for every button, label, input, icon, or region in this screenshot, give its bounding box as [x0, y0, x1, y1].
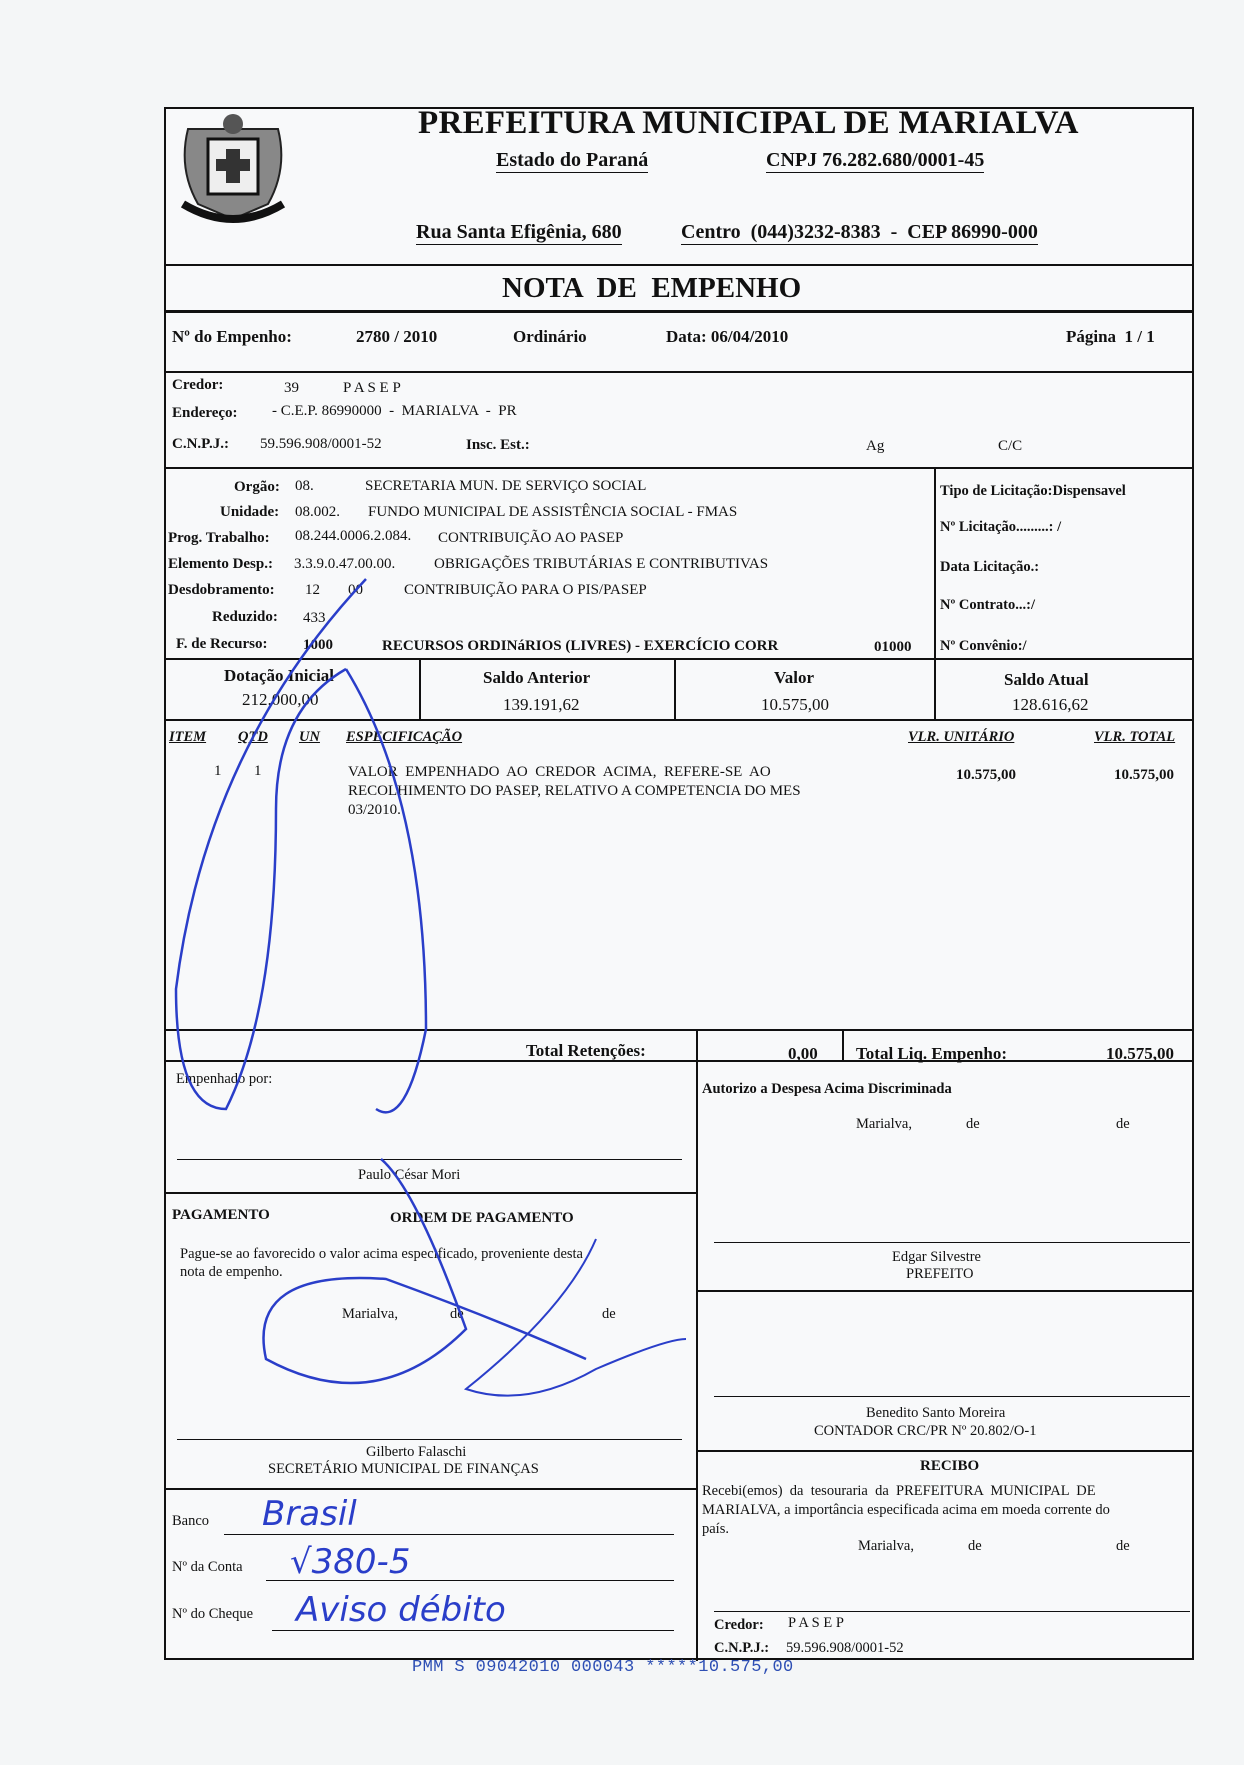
ordem-pagamento-label: ORDEM DE PAGAMENTO — [390, 1210, 574, 1226]
address-label: Endereço: — [172, 405, 238, 421]
autorizo-de2: de — [1116, 1116, 1130, 1132]
total-retencoes-value: 0,00 — [788, 1044, 818, 1063]
banco-label: Banco — [172, 1513, 210, 1529]
page-number: Página 1 / 1 — [1066, 327, 1155, 346]
orgao-code: 08. — [295, 478, 314, 494]
numero-convenio: Nº Convênio:/ — [940, 638, 1027, 654]
col-item: ITEM — [169, 729, 207, 745]
credor-name: P A S E P — [343, 380, 401, 396]
empenho-number: 2780 / 2010 — [356, 327, 438, 346]
numero-licitacao: Nº Licitação.........: / — [940, 519, 1062, 535]
saldo-anterior-label: Saldo Anterior — [483, 668, 591, 687]
row-qtd: 1 — [254, 763, 262, 779]
recibo-de2: de — [1116, 1538, 1130, 1554]
recibo-cnpj: 59.596.908/0001-52 — [786, 1640, 904, 1656]
document-title: NOTA DE EMPENHO — [502, 272, 802, 304]
desdobramento-label: Desdobramento: — [168, 582, 275, 598]
nota-de-empenho-form — [164, 107, 1194, 1660]
secretario-role: SECRETÁRIO MUNICIPAL DE FINANÇAS — [268, 1461, 539, 1477]
municipality-address: Rua Santa Efigênia, 680 — [416, 221, 622, 243]
credor-cnpj: 59.596.908/0001-52 — [260, 436, 382, 452]
recibo-line2: MARIALVA, a importância especificada acima em moeda corrente do — [702, 1502, 1110, 1518]
credor-label: Credor: — [172, 377, 224, 393]
pagamento-de2: de — [602, 1306, 616, 1322]
recibo-credor-label: Credor: — [714, 1617, 764, 1633]
banco-handwritten: Brasil — [262, 1494, 357, 1534]
valor-value: 10.575,00 — [761, 695, 829, 714]
prog-trabalho-label: Prog. Trabalho: — [168, 530, 270, 546]
prefeito-name: Edgar Silvestre — [892, 1249, 981, 1265]
recurso-code2: 01000 — [874, 639, 912, 655]
empenho-type: Ordinário — [513, 327, 587, 346]
empenho-number-label: Nº do Empenho: — [172, 327, 292, 346]
total-liquido-value: 10.575,00 — [1106, 1044, 1174, 1063]
row-item: 1 — [214, 763, 222, 779]
desdobramento-code2: 00 — [348, 582, 363, 598]
row-spec-line3: 03/2010. — [348, 802, 401, 818]
tipo-licitacao: Tipo de Licitação:Dispensavel — [940, 483, 1126, 499]
elemento-label: Elemento Desp.: — [168, 556, 273, 572]
orgao-label: Orgão: — [234, 479, 280, 495]
autorizo-city: Marialva, — [856, 1116, 912, 1132]
credor-address: - C.E.P. 86990000 - MARIALVA - PR — [272, 403, 517, 419]
payment-stamp: PMM S 09042010 000043 *****10.575,00 — [412, 1658, 794, 1677]
orgao-desc: SECRETARIA MUN. DE SERVIÇO SOCIAL — [365, 478, 647, 494]
reduzido-label: Reduzido: — [212, 609, 278, 625]
contador-role: CONTADOR CRC/PR Nº 20.802/O-1 — [814, 1423, 1037, 1439]
total-retencoes-label: Total Retenções: — [526, 1041, 646, 1060]
data-licitacao: Data Licitação.: — [940, 559, 1040, 575]
autorizo-text: Autorizo a Despesa Acima Discriminada — [702, 1081, 952, 1097]
col-vlr-total: VLR. TOTAL — [1094, 729, 1176, 745]
col-especificacao: ESPECIFICAÇÃO — [346, 729, 463, 745]
unidade-label: Unidade: — [220, 504, 280, 520]
credor-code: 39 — [284, 380, 299, 396]
pagamento-text1: Pague-se ao favorecido o valor acima especificado, proveniente desta — [180, 1246, 583, 1262]
total-liquido-label: Total Liq. Empenho: — [856, 1044, 1007, 1063]
reduzido-code: 433 — [303, 610, 326, 626]
elemento-desc: OBRIGAÇÕES TRIBUTÁRIAS E CONTRIBUTIVAS — [434, 556, 769, 572]
conta-label: Nº da Conta — [172, 1559, 243, 1575]
dotacao-inicial-value: 212.000,00 — [242, 690, 319, 709]
prog-trabalho-desc: CONTRIBUIÇÃO AO PASEP — [438, 530, 624, 546]
municipality-contact: Centro (044)3232-8383 - CEP 86990-000 — [681, 221, 1038, 243]
contador-name: Benedito Santo Moreira — [866, 1405, 1006, 1421]
recibo-city: Marialva, — [858, 1538, 914, 1554]
pen-signature-strokes — [166, 109, 1192, 1658]
saldo-atual-label: Saldo Atual — [1004, 670, 1089, 689]
recurso-code: 1000 — [303, 637, 333, 653]
pagamento-text2: nota de empenho. — [180, 1264, 283, 1280]
row-spec-line1: VALOR EMPENHADO AO CREDOR ACIMA, REFERE-SE AO — [348, 764, 771, 780]
col-un: UN — [299, 729, 320, 745]
desdobramento-code: 12 — [305, 582, 320, 598]
recibo-title: RECIBO — [920, 1458, 980, 1474]
desdobramento-desc: CONTRIBUIÇÃO PARA O PIS/PASEP — [404, 582, 647, 598]
state-name: Estado do Paraná — [496, 149, 649, 171]
cheque-handwritten: Aviso débito — [296, 1590, 506, 1630]
conta-handwritten: √380-5 — [290, 1542, 411, 1582]
recurso-desc: RECURSOS ORDINáRIOS (LIVRES) - EXERCÍCIO CORR — [382, 638, 779, 654]
cnpj-label: C.N.P.J.: — [172, 436, 229, 452]
cheque-label: Nº do Cheque — [172, 1606, 254, 1622]
pagamento-de1: de — [450, 1306, 464, 1322]
recibo-line3: país. — [702, 1521, 729, 1537]
municipality-title: PREFEITURA MUNICIPAL DE MARIALVA — [418, 105, 1079, 141]
saldo-anterior-value: 139.191,62 — [503, 695, 580, 714]
recibo-credor-name: P A S E P — [788, 1615, 844, 1631]
empenho-date: Data: 06/04/2010 — [666, 327, 789, 346]
prog-trabalho-code: 08.244.0006.2.084. — [295, 528, 412, 544]
recurso-label: F. de Recurso: — [176, 636, 268, 652]
agency-label: Ag — [866, 438, 885, 454]
dotacao-inicial-label: Dotação Inicial — [224, 666, 335, 685]
numero-contrato: Nº Contrato...:/ — [940, 597, 1035, 613]
prefeito-role: PREFEITO — [906, 1266, 974, 1282]
recibo-line1: Recebi(emos) da tesouraria da PREFEITURA MUNICIPAL DE — [702, 1483, 1096, 1499]
recibo-de1: de — [968, 1538, 982, 1554]
empenhado-por-label: Empenhado por: — [176, 1071, 273, 1087]
row-spec-line2: RECOLHIMENTO DO PASEP, RELATIVO A COMPETENCIA DO MES — [348, 783, 801, 799]
row-vlr-total: 10.575,00 — [1114, 767, 1174, 783]
elemento-code: 3.3.9.0.47.00.00. — [294, 556, 396, 572]
insc-est-label: Insc. Est.: — [466, 437, 530, 453]
valor-label: Valor — [774, 668, 814, 687]
pagamento-label: PAGAMENTO — [172, 1207, 270, 1223]
col-vlr-unitario: VLR. UNITÁRIO — [908, 729, 1015, 745]
col-qtd: QTD — [238, 729, 268, 745]
row-vlr-unitario: 10.575,00 — [956, 767, 1016, 783]
empenhado-por-name: Paulo César Mori — [358, 1167, 461, 1183]
account-label: C/C — [998, 438, 1023, 454]
recibo-cnpj-label: C.N.P.J.: — [714, 1640, 770, 1656]
unidade-desc: FUNDO MUNICIPAL DE ASSISTÊNCIA SOCIAL - FMAS — [368, 504, 738, 520]
municipality-cnpj: CNPJ 76.282.680/0001-45 — [766, 149, 985, 171]
saldo-atual-value: 128.616,62 — [1012, 695, 1089, 714]
pagamento-city: Marialva, — [342, 1306, 398, 1322]
unidade-code: 08.002. — [295, 504, 340, 520]
autorizo-de1: de — [966, 1116, 980, 1132]
secretario-name: Gilberto Falaschi — [366, 1444, 467, 1460]
